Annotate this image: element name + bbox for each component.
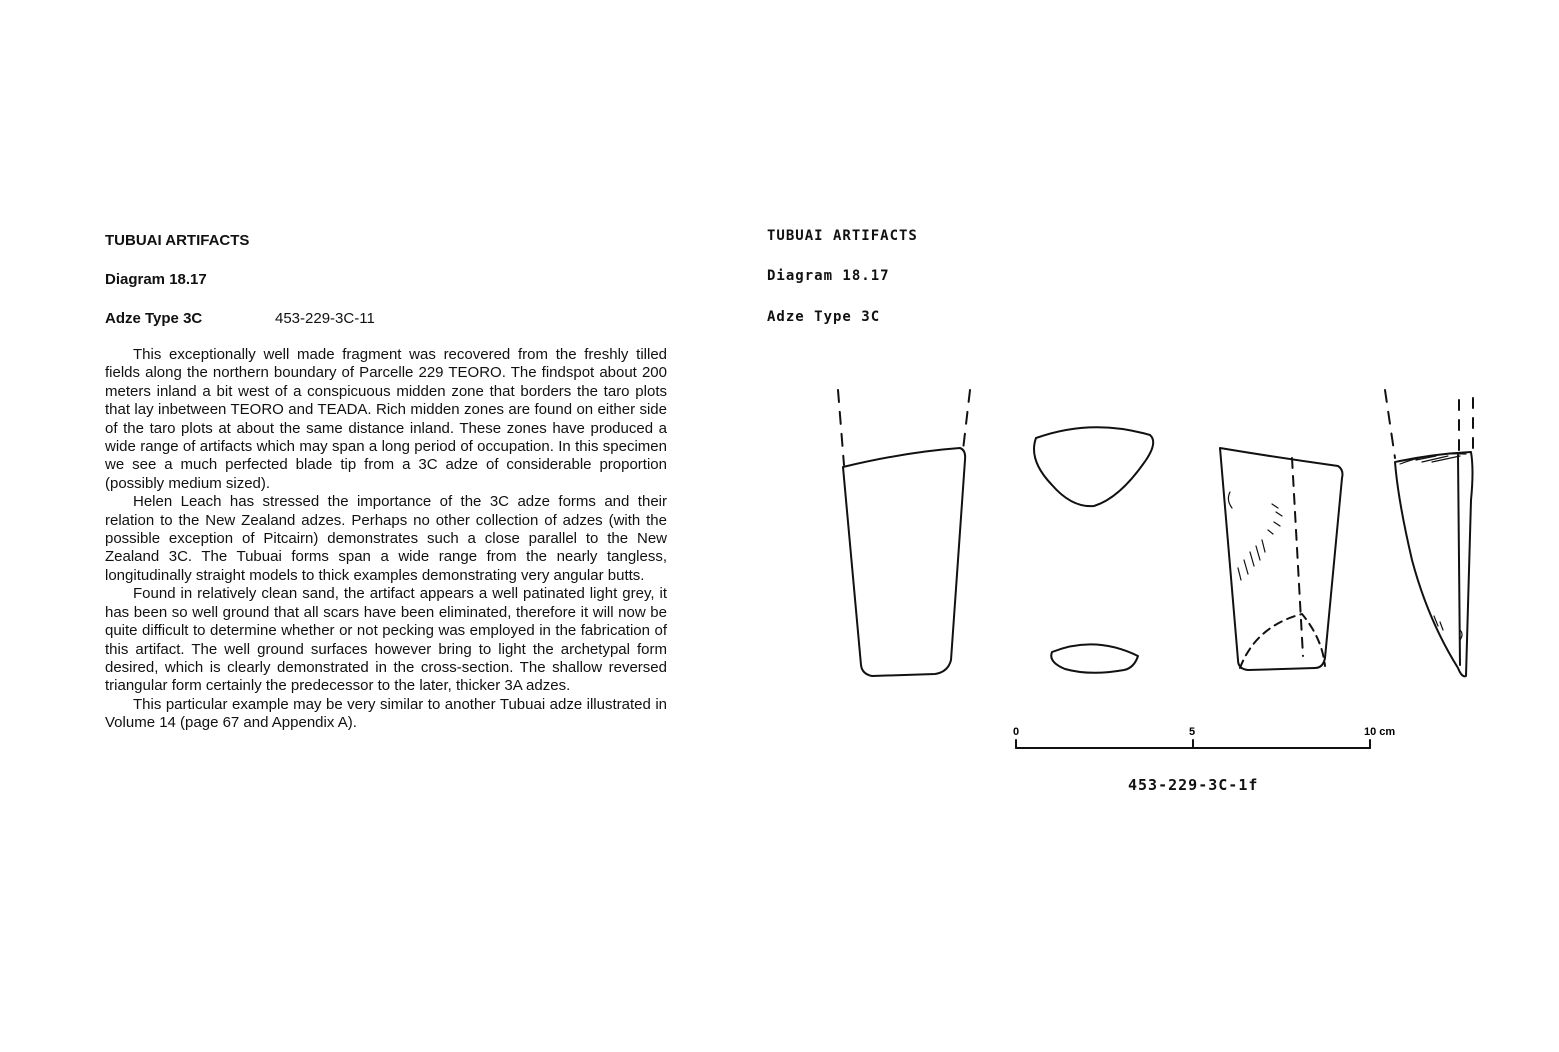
scale-label-0: 0 [1013, 726, 1020, 738]
scale-bar [1016, 740, 1370, 748]
paragraph: Helen Leach has stressed the importance of the 3C adze forms and their relation to the New Zealand adzes. Perhaps no other collection of adzes (with the possible exception of Pitcairn) demonstrates such a close parallel to the New Zealand 3C. The Tubuai forms span a wide range from the nearly tangless, longitudinally straight models to thick examples demonstrating very angular butts. [105, 493, 667, 584]
adze-drawing [820, 380, 1500, 810]
drawing-adze-type: Adze Type 3C [767, 309, 881, 325]
adze-side-view [1385, 390, 1473, 676]
catalog-number: 453-229-3C-1f [1128, 776, 1259, 794]
cross-section-lower [1051, 644, 1138, 672]
specimen-code: 453-229-3C-11 [275, 310, 375, 327]
scale-label-10: 10 cm [1364, 726, 1396, 738]
paragraph: Found in relatively clean sand, the artifact appears a well patinated light grey, it has been so well ground that all scars have been eliminated, therefore it will now be quite difficult to determine whether or not pecking was employed in the fabrication of this artifact. The well ground surfaces however bring to light the archetypal form desired, which is clearly demonstrated in the cross-section. The shallow reversed triangular form certainly the predecessor to the later, thicker 3A adzes. [105, 585, 667, 695]
adze-type: Adze Type 3C [105, 310, 203, 327]
adze-back-view [1220, 448, 1343, 670]
cross-section-upper [1034, 427, 1153, 506]
drawing-title: TUBUAI ARTIFACTS [767, 228, 918, 244]
page-title: TUBUAI ARTIFACTS [105, 232, 250, 249]
text-column [105, 232, 667, 732]
scale-label-5: 5 [1189, 726, 1196, 738]
drawing-diagram-number: Diagram 18.17 [767, 268, 890, 284]
description-body [105, 346, 667, 733]
type-line [105, 310, 667, 327]
paragraph: This exceptionally well made fragment was recovered from the freshly tilled fields along the northern boundary of Parcelle 229 TEORO. The findspot about 200 meters inland a bit west of a conspicuous midden zone that borders the taro plots that lay inbetween TEORO and TEADA. Rich midden zones are found on either side of the taro plots at about the same distance inland. These zones have produced a wide range of artifacts which may span a long period of occupation. In this specimen we see a much perfected blade tip from a 3C adze of considerable proportion (possibly medium sized). [105, 346, 667, 492]
paragraph: This particular example may be very similar to another Tubuai adze illustrated in Volume 14 (page 67 and Appendix A). [105, 695, 667, 732]
diagram-number: Diagram 18.17 [105, 271, 207, 288]
adze-front-view [838, 390, 970, 676]
